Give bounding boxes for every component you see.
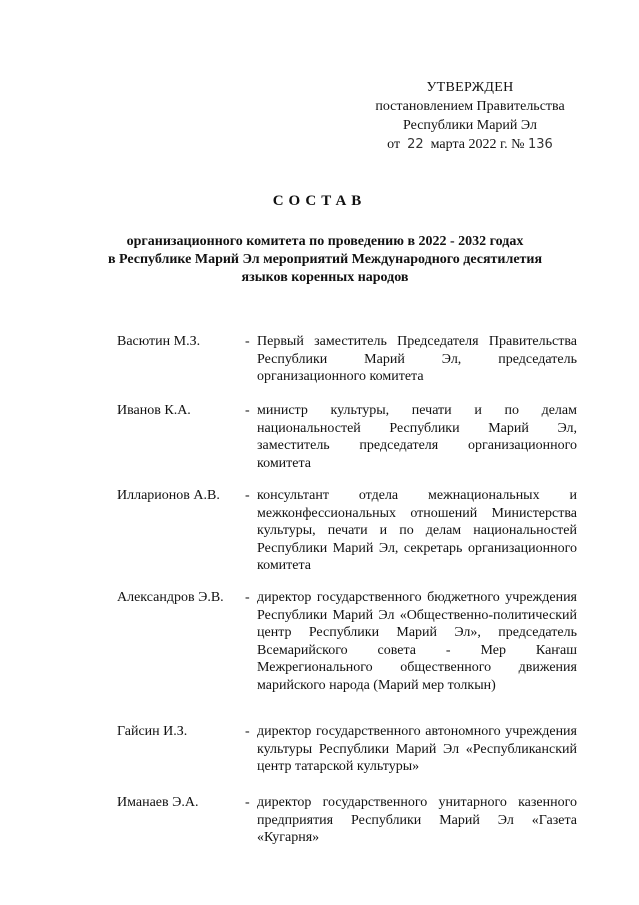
member-dash: - — [245, 334, 250, 349]
approval-date-day: 22 — [407, 137, 424, 152]
member-dash: - — [245, 724, 250, 739]
member-row — [117, 589, 582, 694]
approval-number: 136 — [527, 137, 553, 152]
member-dash: - — [245, 590, 250, 605]
member-row — [117, 487, 582, 575]
approval-date-prefix: от — [387, 137, 401, 152]
subtitle-line-1: организационного комитета по проведению в 2022 - 2032 годах — [126, 234, 524, 249]
member-name: Иванов К.А. — [117, 403, 191, 418]
subtitle-line-3: языков коренных народов — [241, 270, 409, 285]
member-dash: - — [245, 795, 250, 810]
member-row — [117, 794, 582, 847]
member-role: директор государственного бюджетного учреждения Республики Марий Эл «Общественно-политический центр Республики Марий Эл», председатель Всемарийского совета - Мер Каҥаш Межрегионального общественного движения марийского народа (Марий мер толкын) — [257, 590, 577, 693]
member-name: Александров Э.В. — [117, 590, 224, 605]
member-role: Первый заместитель Председателя Правительства Республики Марий Эл, председатель организационного комитета — [257, 334, 577, 384]
member-role: директор государственного автономного учреждения культуры Республики Марий Эл «Республиканский центр татарской культуры» — [257, 724, 577, 774]
member-row — [117, 333, 582, 386]
member-row — [117, 723, 582, 776]
member-name: Васютин М.З. — [117, 334, 201, 349]
member-role: министр культуры, печати и по делам национальностей Республики Марий Эл, заместитель председателя организационного комитета — [257, 403, 577, 471]
document-subtitle — [90, 233, 560, 287]
approval-decree-line: постановлением Правительства — [375, 99, 565, 114]
member-dash: - — [245, 403, 250, 418]
document-title: СОСТАВ — [272, 193, 367, 209]
approval-date-rest: марта 2022 г. № — [430, 137, 525, 152]
member-name: Илларионов А.В. — [117, 488, 220, 503]
approval-date-line — [340, 135, 600, 154]
member-name: Гайсин И.З. — [117, 724, 188, 739]
member-row — [117, 402, 582, 472]
approval-republic-line: Республики Марий Эл — [403, 118, 537, 133]
member-dash: - — [245, 488, 250, 503]
subtitle-line-2: в Республике Марий Эл мероприятий Международного десятилетия — [107, 252, 543, 267]
approval-stamp — [340, 78, 600, 154]
member-name: Иманаев Э.А. — [117, 795, 199, 810]
member-role: консультант отдела межнациональных и межконфессиональных отношений Министерства культуры, печати и по делам национальностей Республики Марий Эл, секретарь организационного комитета — [257, 488, 577, 573]
member-role: директор государственного унитарного казенного предприятия Республики Марий Эл «Газета «Кугарня» — [257, 795, 577, 845]
approval-heading: УТВЕРЖДЕН — [426, 80, 514, 95]
